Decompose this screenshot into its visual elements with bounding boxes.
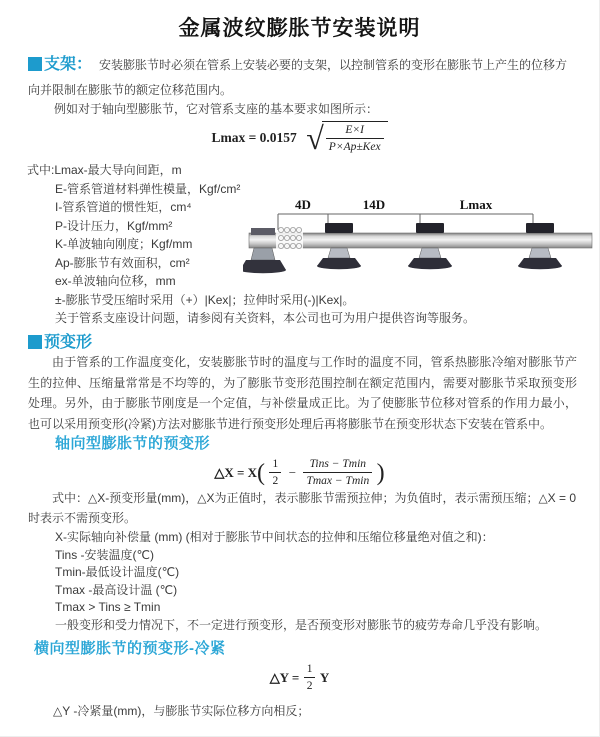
definition-line: ±-膨胀节受压缩时采用（+）|Kex|；拉伸时采用(-)|Kex|。	[55, 292, 355, 307]
definition-line: X-实际轴向补偿量 (mm) (相对于膨胀节中间状态的拉伸和压缩位移量绝对值之和)：	[55, 530, 494, 544]
definition-line: 式中:Lmax-最大导向间距，m	[27, 163, 182, 177]
radical-sign	[306, 121, 387, 155]
section-bullet-icon	[28, 57, 42, 71]
delta-x-formula	[0, 457, 599, 489]
definition-line: ex-单波轴向位移，mm	[55, 274, 176, 288]
definition-line: P-设计压力，Kgf/mm²	[55, 218, 173, 233]
close-paren: )	[376, 459, 385, 486]
temperature-fraction	[303, 457, 372, 489]
page-title: 金属波纹膨胀节安装说明	[178, 17, 421, 40]
lateral-note: △Y -冷紧量(mm)，与膨胀节实际位移方向相反；	[53, 704, 310, 718]
lmax-formula-lhs: Lmax = 0.0157	[211, 130, 297, 146]
definition-line: 一般变形和受力情况下，不一定进行预变形，是否预变形对膨胀节的疲劳寿命几乎没有影响。	[55, 617, 548, 632]
lmax-fraction-numerator: E×I	[326, 123, 384, 139]
definition-line: Tmax -最高设计温 (℃)	[55, 582, 178, 597]
fraction-denominator: 2	[272, 475, 279, 488]
predeform-paragraph: 由于管系的工作温度变化，安装膨胀节时的温度与工作时的温度不同，管系热膨胀冷缩对膨胀节产生的拉伸、压缩量常常是不均等的，为了膨胀节变形范围控制在额定范围内，需要对膨胀节采取预变形处理。另外，由于膨胀节刚度是一个定值，与补偿量成正比。为了使膨胀节位移对管系的作用力最小，也可以采用预变形(冷紧)方法对膨胀节进行预变形处理后再将膨胀节在预变形状态下安装在管系中。	[28, 355, 577, 431]
radicand	[322, 121, 388, 155]
support-note-text: 关于管系支座设计问题，请参阅有关资料，本公司也可为用户提供咨询等服务。	[55, 311, 476, 325]
definition-line: E-管系管道材料弹性模量，Kgf/cm²	[55, 181, 241, 196]
fraction-denominator: 2	[306, 680, 313, 693]
lmax-formula	[0, 121, 599, 155]
lmax-fraction-denominator: P×Ap±Kex	[328, 141, 381, 154]
fraction-numerator: Tins − Tmin	[303, 457, 372, 473]
open-paren: (	[257, 459, 266, 486]
definition-line: Tmin-最低设计温度(℃)	[55, 565, 180, 580]
fraction-denominator: Tmax − Tmin	[306, 475, 370, 488]
support-intro-text: 安装膨胀节时必须在管系上安装必要的支架，以控制管系的变形在膨胀节上产生的位移方向并限制在膨胀节的额定位移范围内。	[28, 58, 568, 97]
dimension-label-lmax: Lmax	[459, 197, 493, 212]
definition-line: Ap-膨胀节有效面积，cm²	[55, 255, 190, 270]
definition-line: K-单波轴向刚度；Kgf/mm	[55, 237, 193, 251]
dy-formula-rhs: Y	[319, 669, 330, 685]
definition-line: Tmax > Tins ≥ Tmin	[55, 600, 161, 615]
axial-definitions	[55, 529, 585, 635]
one-half-fraction	[304, 662, 316, 694]
support-example-text: 例如对于轴向型膨胀节，它对管系支座的基本要求如图所示：	[54, 102, 379, 116]
minus-operator: −	[288, 464, 297, 480]
dx-formula-lhs: △X = X	[214, 464, 258, 480]
fraction-numerator: 1	[269, 457, 281, 473]
pipe-support-diagram	[243, 192, 595, 287]
predeform-section-label: 预变形	[44, 334, 93, 351]
dimension-lines	[278, 214, 533, 230]
bellows-icon	[276, 227, 303, 250]
definition-line: Tins -安装温度(℃)	[55, 547, 155, 562]
axial-heading: 轴向型膨胀节的预变形	[55, 435, 211, 452]
lateral-heading: 横向型膨胀节的预变形-冷紧	[34, 640, 226, 657]
dimension-label-4d: 4D	[295, 197, 311, 212]
dy-formula-lhs: △Y =	[269, 669, 300, 685]
axial-explanation: 式中：△X-预变形量(mm)，△X为正值时，表示膨胀节需预拉伸；为负值时，表示需预压缩；△X = 0时表示不需预变形。	[28, 491, 577, 525]
delta-y-formula	[0, 662, 599, 694]
section-bullet-icon	[28, 335, 42, 349]
one-half-fraction	[269, 457, 281, 489]
support-section-label: 支架：	[44, 56, 93, 73]
dimension-label-14d: 14D	[362, 197, 386, 212]
definition-line: I-管系管道的惯性矩，cm⁴	[55, 200, 192, 214]
lmax-fraction	[326, 123, 384, 155]
fraction-numerator: 1	[304, 662, 316, 678]
sqrt-glyph: √	[306, 119, 324, 156]
support-section	[28, 52, 578, 103]
